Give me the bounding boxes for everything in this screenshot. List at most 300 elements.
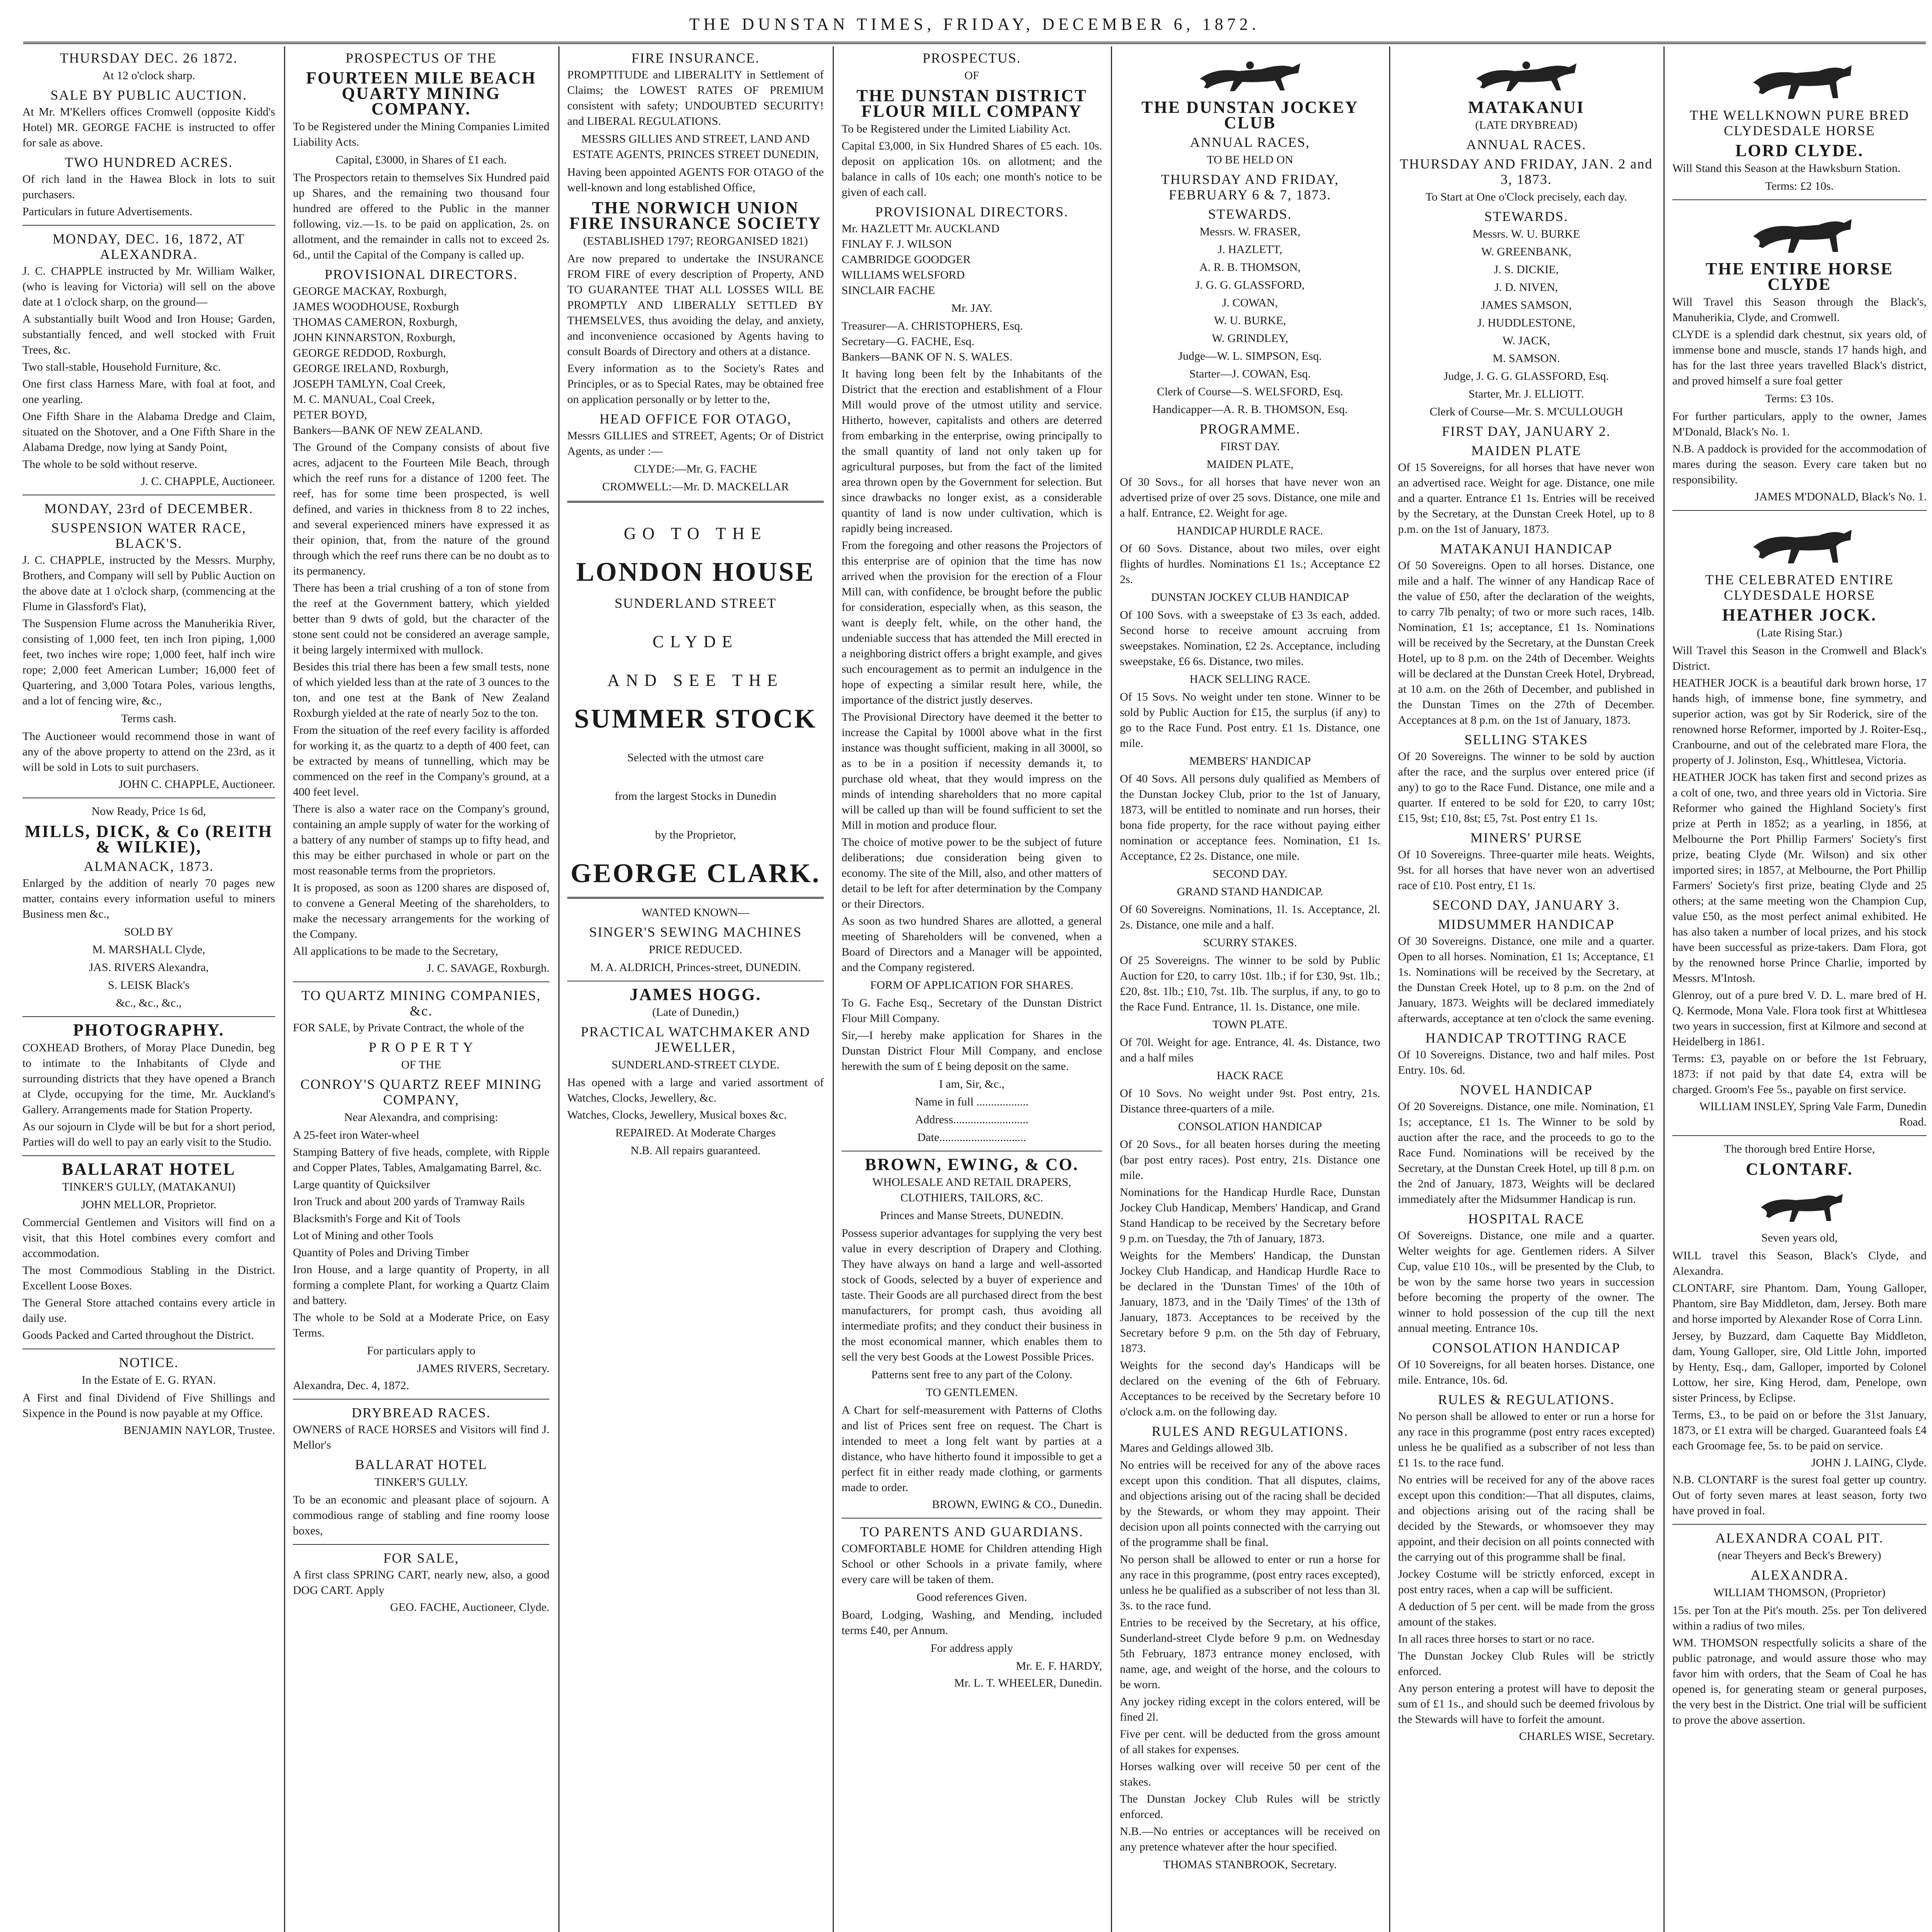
ad-title: THE NORWICH UNION FIRE INSURANCE SOCIETY bbox=[569, 198, 822, 233]
rule-item: Mares and Geldings allowed 3lb. bbox=[1120, 1442, 1274, 1454]
ad-line: (LATE DRYBREAD) bbox=[1475, 119, 1578, 131]
ad-item: Stamping Battery of five heads, complete, with Ripple and Copper Plates, Tables, Amalgamating Barrel, &c. bbox=[293, 1146, 549, 1174]
ad-line: JOHN KINNARSTON, Roxburgh, bbox=[293, 331, 456, 344]
ad-item: Quantity of Poles and Driving Timber bbox=[293, 1246, 469, 1259]
ad-line: Starter—J. COWAN, Esq. bbox=[1189, 367, 1311, 380]
ad-line: CLYDE bbox=[652, 632, 739, 651]
ad-signature: JOHN J. LAING, Clyde. bbox=[1811, 1456, 1927, 1469]
ad-line: AND SEE THE bbox=[607, 671, 784, 690]
ad-item: Two stall-stable, Household Furniture, &c. bbox=[22, 361, 221, 373]
rule-item: No entries will be received for any of the above races except upon this condition. That all disputes, claims, and objections arising out of the racing shall be decided by the Stewards, or whom they may appoint. Their decision upon all points connected with the carrying out of the programme shall be final. bbox=[1120, 1459, 1380, 1549]
divider bbox=[22, 1016, 275, 1017]
race-name: HOSPITAL RACE bbox=[1468, 1211, 1585, 1226]
ad-title: SINGER'S SEWING MACHINES bbox=[589, 924, 802, 940]
ad-title: THE ENTIRE HORSE CLYDE bbox=[1706, 259, 1893, 294]
race-body: Of 30 Sovs., for all horses that have never won an advertised prize of over 25 sovs. Distance, one mile and a half. Entrance, £2. Weight for age. bbox=[1120, 476, 1380, 519]
ad-line: Handicapper—A. R. B. THOMSON, Esq. bbox=[1152, 403, 1348, 416]
divider bbox=[1672, 199, 1927, 200]
ad-line: by the Proprietor, bbox=[655, 828, 736, 841]
rule-item: N.B.—No entries or acceptances will be received on any pretence whatever after the hour specified. bbox=[1120, 1825, 1380, 1853]
ad-subtitle: STEWARDS. bbox=[1208, 206, 1292, 222]
ad-body: Messrs GILLIES and STREET, Agents; Or of District Agents, as under :— bbox=[567, 429, 824, 457]
ad-line: Treasurer—A. CHRISTOPHERS, Esq. bbox=[842, 320, 1023, 332]
ad-line: W. JACK, bbox=[1502, 334, 1550, 347]
draught-horse-icon bbox=[1742, 516, 1857, 566]
ad-subtitle: SECOND DAY, JANUARY 3. bbox=[1432, 897, 1620, 913]
rule-item: Entries to be received by the Secretary, at his office, Sunderland-street Clyde before 9 p.m. on Wednesday 5th February, 1873 entrance money enclosed, with name, age, and weight of the horse, and the colours to be worn. bbox=[1120, 1616, 1380, 1691]
ad-line: Clerk of Course—S. WELSFORD, Esq. bbox=[1157, 385, 1343, 398]
ad-line: TINKER'S GULLY. bbox=[374, 1476, 468, 1488]
ad-line: REPAIRED. At Moderate Charges bbox=[615, 1126, 776, 1139]
ad-title: DRYBREAD RACES. bbox=[351, 1405, 491, 1420]
ad-body: CLYDE is a splendid dark chestnut, six years old, of immense bone and muscle, stands 17 hands high, and has for the last three years travelled Black's district, and proved himself a sure foal getter bbox=[1672, 328, 1927, 387]
race-body: Of 20 Sovereigns. The winner to be sold by auction after the race, and the surplus over entered price (if any) to go to the Race Fund. Distance, one mile and a quarter. If entered to be sold for £20, to carry 10st; £15, 9st; £10, 8st; £5, 7st. Post entry £1 1s. bbox=[1398, 750, 1655, 825]
rule-item: A deduction of 5 per cent. will be made from the gross amount of the stakes. bbox=[1398, 1600, 1655, 1628]
ad-title: MATAKANUI bbox=[1468, 98, 1585, 117]
ad-body: J. C. CHAPPLE instructed by Mr. William Walker, (who is leaving for Victoria) will sell on the above date at 1 o'clock sharp, on the ground— bbox=[22, 265, 275, 308]
ad-signature: CHARLES WISE, Secretary. bbox=[1519, 1730, 1655, 1743]
ad-line: J. HAZLETT, bbox=[1218, 243, 1282, 256]
ad-line: GEORGE MACKAY, Roxburgh, bbox=[293, 285, 447, 298]
race-name: TOWN PLATE. bbox=[1212, 1018, 1288, 1031]
ad-body: Enlarged by the addition of nearly 70 pages new matter, contains every information useful to miners Business men &c., bbox=[22, 877, 275, 920]
masthead: THE DUNSTAN TIMES, FRIDAY, DECEMBER 6, 1872. bbox=[23, 7, 1926, 44]
ad-signature: J. C. CHAPPLE, Auctioneer. bbox=[141, 475, 275, 488]
ad-body: To be Registered under the Mining Companies Limited Liability Acts. bbox=[293, 120, 549, 148]
column-rule bbox=[1111, 46, 1112, 1932]
ad-line: N.B. All repairs guaranteed. bbox=[630, 1144, 761, 1157]
ad-line: Patterns sent free to any part of the Colony. bbox=[871, 1368, 1073, 1381]
ad-subtitle: STEWARDS. bbox=[1484, 209, 1568, 224]
race-body: Of 40 Sovs. All persons duly qualified as Members of the Dunstan Jockey Club, prior to the 1st of January, 1873, will be entitled to nominate and run horses, their bona fide property, for the race without paying either nomination or acceptance fees. Nomination, £1 1s. Acceptance, £2 2s. Distance, one mile. bbox=[1120, 772, 1380, 862]
ad-line: Capital, £3000, in Shares of £1 each. bbox=[335, 153, 507, 166]
race-body: Of 10 Sovereigns. Distance, two and half miles. Post Entry. 10s. 6d. bbox=[1398, 1048, 1655, 1077]
ad-body: OWNERS of RACE HORSES and Visitors will find J. Mellor's bbox=[293, 1423, 549, 1451]
rule-item: In all races three horses to start or no race. bbox=[1398, 1633, 1595, 1645]
ad-title: ALEXANDRA COAL PIT. bbox=[1715, 1530, 1884, 1546]
ad-title: SUSPENSION WATER RACE, BLACK'S. bbox=[51, 520, 247, 551]
ad-date: MONDAY, DEC. 16, 1872, AT ALEXANDRA. bbox=[52, 231, 245, 262]
ad-line: (Late of Dunedin,) bbox=[652, 1006, 739, 1019]
ad-body: Will Travel this Season through the Black's, Manuherikia, Clyde, and Cromwell. bbox=[1672, 296, 1927, 324]
ad-line: Messrs. W. FRASER, bbox=[1199, 225, 1301, 238]
divider bbox=[293, 981, 549, 982]
ad-line: Messrs. W. U. BURKE bbox=[1472, 228, 1580, 240]
ad-line: M. MARSHALL Clyde, bbox=[92, 943, 206, 956]
draught-horse-icon bbox=[1742, 52, 1857, 102]
ad-body: At Mr. M'Kellers offices Cromwell (opposite Kidd's Hotel) MR. GEORGE FACHE is instructed to offer for sale as above. bbox=[22, 105, 275, 149]
ad-signature: WILLIAM INSLEY, Spring Vale Farm, Dunedin Road. bbox=[1699, 1100, 1927, 1128]
rule-item: No person shall be allowed to enter or run a horse for any race in this programme, (post entry races excepted), unless he be qualified as a subscriber of not less than 3l. 3s. to the race fund. bbox=[1120, 1553, 1380, 1612]
ad-title: THE DUNSTAN DISTRICT FLOUR MILL COMPANY bbox=[856, 86, 1087, 121]
ad-subtitle: BALLARAT HOTEL bbox=[355, 1457, 488, 1472]
race-name: SELLING STAKES bbox=[1464, 732, 1588, 747]
column-3 bbox=[560, 46, 831, 1932]
column-4 bbox=[835, 46, 1109, 1932]
ad-line: Secretary—G. FACHE, Esq. bbox=[842, 335, 975, 348]
divider bbox=[1672, 1524, 1927, 1525]
ad-signature: M. A. ALDRICH, Princes-street, DUNEDIN. bbox=[590, 961, 801, 974]
column-rule bbox=[1389, 46, 1390, 1932]
ad-body: The Provisional Directory have deemed it the better to increase the Capital by 1000l above what in the first instance was thought sufficient, making in all 3000l, so as to be in a position if necessity demands it, to purchase old wheat, that they would impress on the minds of intending shareholders that no more capital will be called up than will be found sufficient to set the Mill in motion and produce flour. bbox=[842, 711, 1102, 832]
race-name: HACK SELLING RACE. bbox=[1189, 673, 1311, 685]
ad-line: Mr. HAZLETT Mr. AUCKLAND bbox=[842, 222, 1000, 235]
ad-body: A First and final Dividend of Five Shillings and Sixpence in the Pound is now payable at my Office. bbox=[22, 1391, 275, 1420]
ad-body: PROMPTITUDE and LIBERALITY in Settlement of Claims; the LOWEST RATES OF PREMIUM consistent with safety; UNDOUBTED SECURITY! and LIBERAL REGULATIONS. bbox=[567, 68, 824, 128]
divider bbox=[567, 897, 824, 899]
ad-body: 15s. per Ton at the Pit's mouth. 25s. per Ton delivered within a radius of two miles. bbox=[1672, 1604, 1927, 1632]
divider bbox=[1672, 510, 1927, 511]
ad-title: MILLS, DICK, & Co (REITH & WILKIE), bbox=[25, 822, 273, 856]
ad-head: FIRE INSURANCE. bbox=[631, 50, 760, 66]
race-name: CONSOLATION HANDICAP bbox=[1178, 1120, 1322, 1133]
ad-body: The Suspension Flume across the Manuherikia River, consisting of 1,000 feet, ten inch Iron piping, 1,000 feet, two inches wire rope; 1,000 feet, half inch wire rope; 2,000 feet American Lumber; 16,000 feet of Quartering, and 3,000 Totara Poles, various lengths, and a lot of fencing wire, &c., bbox=[22, 617, 275, 707]
column-7 bbox=[1665, 46, 1932, 1932]
ad-item: Iron House, and a large quantity of Property, in all forming a complete Plant, for working a Quartz Claim and battery. bbox=[293, 1263, 549, 1307]
ad-line: THOMAS CAMERON, Roxburgh, bbox=[293, 316, 458, 328]
ad-line: (Late Rising Star.) bbox=[1757, 626, 1842, 639]
ad-line: Terms: £2 10s. bbox=[1765, 180, 1834, 192]
race-body: Of 20 Sovereigns. Distance, one mile. Nomination, £1 1s; acceptance, £1 1s. The Winner to be sold by auction after the race, and the proceeds to go to the Race Fund. Nominations will be received by the Secretary, at the Dunstan Creek Hotel, up till 8 p.m. on the 2nd of January, 1873, Weights will be declared immediately after the Midsummer Handicap is run. bbox=[1398, 1100, 1655, 1206]
ad-title: LONDON HOUSE bbox=[576, 557, 815, 587]
divider bbox=[293, 1399, 549, 1400]
ad-body: Terms: £3, payable on or before the 1st February, 1873: if not paid by that date £4, extra will be charged. Groom's Fee 5s., payable on first service. bbox=[1672, 1052, 1927, 1096]
form-line: Address.......................... bbox=[915, 1113, 1029, 1126]
ad-item: One Fifth Share in the Alabama Dredge and Claim, situated on the Shotover, and a One Fifth Share in the Alabama Dredge, now lying at Sandy Point, bbox=[22, 410, 275, 454]
ad-subtitle: P R O P E R T Y bbox=[369, 1039, 474, 1055]
ad-note: Particulars in future Advertisements. bbox=[22, 205, 192, 218]
ad-date: THURSDAY DEC. 26 1872. bbox=[60, 50, 238, 66]
ad-line: At 12 o'clock sharp. bbox=[102, 69, 196, 82]
ad-title: SUMMER STOCK bbox=[574, 704, 817, 734]
ad-body: WILL travel this Season, Black's Clyde, and Alexandra. bbox=[1672, 1249, 1927, 1277]
ad-line: Judge, J. G. G. GLASSFORD, Esq. bbox=[1444, 370, 1609, 383]
ad-line: For particulars apply to bbox=[367, 1344, 476, 1357]
ad-title: NOTICE. bbox=[119, 1355, 179, 1370]
ad-subtitle: FIRST DAY, JANUARY 2. bbox=[1442, 423, 1611, 439]
ad-line: Princes and Manse Streets, DUNEDIN. bbox=[880, 1209, 1064, 1222]
ad-item: Lot of Mining and other Tools bbox=[293, 1229, 434, 1242]
ad-line: Clerk of Course—Mr. S. M'CULLOUGH bbox=[1429, 405, 1623, 418]
ad-body: There has been a trial crushing of a ton of stone from the reef at the Government battery, which yielded better than 9 dwts of gold, but the character of the stone sent could not be considered an average sample, it being largely intermixed with mullock. bbox=[293, 582, 549, 656]
ad-line: TO BE HELD ON bbox=[1207, 153, 1293, 166]
ad-line: JAMES WOODHOUSE, Roxburgh bbox=[293, 300, 459, 313]
ad-title: FOR SALE, bbox=[383, 1550, 459, 1566]
ad-line: Alexandra, Dec. 4, 1872. bbox=[293, 1379, 409, 1392]
race-name: CONSOLATION HANDICAP bbox=[1432, 1340, 1621, 1355]
ad-subtitle: PRACTICAL WATCHMAKER AND JEWELLER, bbox=[580, 1024, 811, 1055]
ad-line: Seven years old, bbox=[1761, 1231, 1838, 1244]
race-name: MATAKANUI HANDICAP bbox=[1440, 541, 1613, 556]
ad-signature: THOMAS STANBROOK, Secretary. bbox=[1163, 1858, 1337, 1871]
ad-subtitle: ALEXANDRA. bbox=[1750, 1567, 1849, 1583]
race-body: Of 15 Sovereigns, for all horses that have never won an advertised race. Weight for age. Distance, one mile and a quarter. Entrance £1 1s. Entries will be received by the Secretary, at the Dunstan Creek Hotel, up to 8 p.m. on the 1st of January, 1873. bbox=[1398, 461, 1655, 536]
race-body: Of 25 Sovereigns. The winner to be sold by Public Auction for £20, to carry 10st. 1lb.; if for £30, 9st. 1lb.; £20, 8st. 1lb.; £10, 7st. 1lb. The surplus, if any, to go to the Race Fund. Entrance, 1l. 1s. Distance, one mile. bbox=[1120, 954, 1380, 1013]
race-name: HANDICAP TROTTING RACE bbox=[1425, 1030, 1627, 1046]
ad-body: Will Travel this Season in the Cromwell and Black's District. bbox=[1672, 644, 1927, 672]
ad-body: Weights for the second day's Handicaps will be declared on the evening of the 6th of February. Acceptances to be received by the Secretary before 10 o'clock a.m. on the following day. bbox=[1120, 1359, 1380, 1418]
ad-head: PROSPECTUS. bbox=[922, 50, 1021, 66]
race-body: Of 10 Sovereigns. Three-quarter mile heats. Weights, 9st. for all horses that have never won an advertised race of £10. Post entry, £1 1s. bbox=[1398, 848, 1655, 892]
ad-subtitle: CONROY'S QUARTZ REEF MINING COMPANY, bbox=[300, 1077, 542, 1107]
ad-body: N.B. CLONTARF is the surest foal getter up country. Out of forty seven mares at least season, forty two have proved in foal. bbox=[1672, 1473, 1927, 1517]
ad-body: As soon as two hundred Shares are allotted, a general meeting of Shareholders will be convened, when a Board of Directors and a Manager will be appointed, and the Company registered. bbox=[842, 915, 1102, 974]
ad-body: Besides this trial there has been a few small tests, none of which yielded less than at the rate of 3 ounces to the ton, and one test at the Bank of New Zealand Roxburgh yielded at the rate of nearly 5oz to the ton. bbox=[293, 660, 549, 719]
ad-line: MESSRS GILLIES AND STREET, LAND AND ESTATE AGENTS, PRINCES STREET DUNEDIN, bbox=[572, 133, 819, 161]
ad-body: Jersey, by Buzzard, dam Caquette Bay Middleton, dam, Young Galloper, sire, Old Little John, imported by Henty, Esq., dam, Galloper, imported by Colonel Lottow, her sire, King Herod, dam, Penelope, own sister Princess, by Eclipse. bbox=[1672, 1330, 1927, 1404]
ad-title: TO PARENTS AND GUARDIANS. bbox=[860, 1524, 1084, 1539]
ad-item: Blacksmith's Forge and Kit of Tools bbox=[293, 1212, 461, 1225]
rule-item: Five per cent. will be deducted from the gross amount of all stakes for expenses. bbox=[1120, 1728, 1380, 1756]
ad-subtitle: TO GENTLEMEN. bbox=[926, 1386, 1018, 1399]
ad-line: &c., &c., &c., bbox=[116, 997, 182, 1009]
ad-item: Large quantity of Quicksilver bbox=[293, 1178, 430, 1191]
ad-signature: JOHN C. CHAPPLE, Auctioneer. bbox=[119, 778, 275, 791]
newspaper-columns bbox=[15, 46, 1932, 1932]
ad-subtitle: ANNUAL RACES, bbox=[1190, 134, 1310, 150]
ad-line: Selected with the utmost care bbox=[627, 751, 764, 764]
ad-line: SOLD BY bbox=[124, 925, 173, 938]
ad-line: TINKER'S GULLY, (MATAKANUI) bbox=[62, 1180, 236, 1193]
ad-body: Glenroy, out of a pure bred V. D. L. mare bred of H. Q. Kermode, Mona Vale. Flora took first at Whittlesea two years in succession, first at Kilmore and second at Heidelberg in 1861. bbox=[1672, 989, 1927, 1048]
race-body: Of 10 Sovs. No weight under 9st. Post entry, 21s. Distance three-quarters of a mile. bbox=[1120, 1087, 1380, 1115]
form-line: Name in full .................. bbox=[915, 1095, 1029, 1108]
divider bbox=[842, 1518, 1102, 1519]
race-name: MINERS' PURSE bbox=[1470, 830, 1582, 845]
ad-line: Bankers—BANK OF NEW ZEALAND. bbox=[293, 424, 483, 437]
ad-line: CLYDE:—Mr. G. FACHE bbox=[634, 463, 757, 475]
race-body: Of 15 Sovs. No weight under ten stone. Winner to be sold by Public Auction for £15, the surplus (if any) to go to the Race Fund. Post entry. £1 1s. Distance, one mile. bbox=[1120, 690, 1380, 750]
ad-body: Will Stand this Season at the Hawksburn Station. bbox=[1672, 162, 1901, 175]
race-name: MIDSUMMER HANDICAP bbox=[1438, 917, 1615, 932]
ad-title: FOURTEEN MILE BEACH QUARTY MINING COMPANY. bbox=[306, 68, 536, 118]
ad-body: Goods Packed and Carted throughout the District. bbox=[22, 1329, 254, 1342]
ad-subtitle: TWO HUNDRED ACRES. bbox=[65, 155, 233, 170]
ad-line: Judge—W. L. SIMPSON, Esq. bbox=[1178, 350, 1322, 362]
ad-body: Having been appointed AGENTS FOR OTAGO of the well-known and long established Office, bbox=[567, 166, 824, 194]
ad-title: JAMES HOGG. bbox=[629, 985, 762, 1004]
ad-subtitle: THURSDAY AND FRIDAY, JAN. 2 and 3, 1873. bbox=[1400, 156, 1653, 187]
ad-subtitle: SUNDERLAND STREET bbox=[614, 595, 777, 611]
ad-line: JOHN MELLOR, Proprietor. bbox=[81, 1198, 216, 1211]
ad-line: JOSEPH TAMLYN, Coal Creek, bbox=[293, 378, 446, 390]
divider bbox=[567, 501, 824, 503]
ad-body: Every information as to the Society's Rates and Principles, or as to Special Rates, may be obtained free on application personally or by letter to the, bbox=[567, 362, 824, 406]
divider bbox=[22, 225, 275, 226]
ad-body: Has opened with a large and varied assortment of Watches, Clocks, Jewellery, &c. bbox=[567, 1076, 824, 1104]
ad-line: Terms: £3 10s. bbox=[1765, 392, 1834, 405]
rule-item: The Dunstan Jockey Club Rules will be strictly enforced. bbox=[1398, 1650, 1655, 1678]
ad-title: BALLARAT HOTEL bbox=[62, 1160, 236, 1179]
horse-icon bbox=[1753, 1182, 1846, 1225]
ad-item: The whole to be sold without reserve. bbox=[22, 458, 197, 471]
rule-item: Horses walking over will receive 50 per cent of the stakes. bbox=[1120, 1760, 1380, 1788]
ad-line: SECOND DAY. bbox=[1213, 867, 1287, 880]
ad-body: Sir,—I hereby make application for Shares in the Dunstan District Flour Mill Company, and enclose herewith the sum of £ being deposit on the same. bbox=[842, 1029, 1102, 1073]
ad-subtitle: ALMANACK, 1873. bbox=[83, 859, 214, 874]
ad-line: Good references Given. bbox=[917, 1591, 1027, 1604]
ad-signature: BENJAMIN NAYLOR, Trustee. bbox=[123, 1424, 275, 1437]
ad-body: Board, Lodging, Washing, and Mending, included terms £40, per Annum. bbox=[842, 1609, 1102, 1637]
ad-line: J. S. DICKIE, bbox=[1494, 263, 1559, 276]
ad-body: N.B. A paddock is provided for the accommodation of mares during the season. Every care taken but no responsibility. bbox=[1672, 442, 1927, 486]
ad-line: S. LEISK Black's bbox=[108, 979, 190, 992]
ad-line: M. SAMSON. bbox=[1492, 352, 1560, 365]
ad-body: To be an economic and pleasant place of sojourn. A commodious range of stabling and fine roomy loose boxes, bbox=[293, 1493, 549, 1537]
ad-subtitle: PROVISIONAL DIRECTORS. bbox=[324, 267, 518, 282]
ad-body: The most Commodious Stabling in the District. Excellent Loose Boxes. bbox=[22, 1264, 275, 1292]
ad-date: MONDAY, 23rd of DECEMBER. bbox=[44, 501, 253, 516]
ad-line: J. D. NIVEN, bbox=[1494, 281, 1558, 294]
divider bbox=[22, 1155, 275, 1156]
ad-body: Capital £3,000, in Six Hundred Shares of £5 each. 10s. deposit on application 10s. on allotment; and the balance in calls of 10s each; one month's notice to be given of each call. bbox=[842, 139, 1102, 199]
ad-title: TO QUARTZ MINING COMPANIES, &c. bbox=[301, 988, 541, 1019]
ad-body: The Ground of the Company consists of about five acres, adjacent to the Fourteen Mile Beach, through which the reef runs for a distance of 1200 feet. The reef, has for some time been prospected, is well defined, and varies in thickness from 8 to 22 inches, and several experienced miners have expressed it as their opinion, that, from the nature of the ground through which the reef runs there can be no doubt as to its permanency. bbox=[293, 441, 549, 577]
ad-line: J. G. G. GLASSFORD, bbox=[1195, 279, 1305, 291]
ad-body: From the foregoing and other reasons the Projectors of this enterprise are of opinion that the time has now arrived when the provision for the erection of a Flour Mill can, with confidence, be brought before the public for consideration, especially when, as this season, the want is deeply felt, while, on the other hand, the undeniable success that has attended the Mill erected in a neighboring district offers a bright example, and gives such encouragement as to permit an indulgence in the hope of expecting a similar result here, while, the importance of the district justly deserves. bbox=[842, 539, 1102, 706]
ad-line: Near Alexandra, and comprising: bbox=[344, 1111, 498, 1124]
ad-body: As our sojourn in Clyde will be but for a short period, Parties will do well to pay an early visit to the Studio. bbox=[22, 1120, 275, 1148]
ad-line: PETER BOYD, bbox=[293, 408, 367, 421]
racehorse-icon bbox=[1192, 52, 1308, 94]
ad-line: SINCLAIR FACHE bbox=[842, 284, 935, 297]
race-body: Of 70l. Weight for age. Entrance, 4l. 4s. Distance, two and a half miles bbox=[1120, 1036, 1380, 1064]
ad-title: BROWN, EWING, & CO. bbox=[865, 1155, 1079, 1174]
race-name: DUNSTAN JOCKEY CLUB HANDICAP bbox=[1151, 591, 1349, 604]
ad-line: JAMES SAMSON, bbox=[1481, 299, 1572, 311]
ad-line: W. U. BURKE, bbox=[1214, 314, 1286, 327]
ad-subtitle: ANNUAL RACES. bbox=[1466, 137, 1587, 152]
ad-line: GEORGE IRELAND, Roxburgh, bbox=[293, 362, 449, 375]
ad-signature: JAMES M'DONALD, Black's No. 1. bbox=[1755, 490, 1927, 503]
ad-line: WANTED KNOWN— bbox=[641, 906, 750, 919]
ad-signature: GEO. FACHE, Auctioneer, Clyde. bbox=[390, 1601, 549, 1614]
ad-body: Commercial Gentlemen and Visitors will find on a visit, that this Hotel combines every comfort and accommodation. bbox=[22, 1216, 275, 1260]
ad-line: Now Ready, Price 1s 6d, bbox=[91, 805, 206, 818]
ad-title: CLONTARF. bbox=[1746, 1160, 1853, 1179]
ad-line: (near Theyers and Beck's Brewery) bbox=[1718, 1549, 1881, 1562]
ad-title: PHOTOGRAPHY. bbox=[73, 1020, 224, 1039]
ad-line: Mr. JAY. bbox=[951, 302, 992, 315]
ad-body: J. C. CHAPPLE, instructed by the Messrs. Murphy, Brothers, and Company will sell by Public Auction on the above date at 1 o'clock sharp, (commencing at the Flume in Glassford's Flat), bbox=[22, 554, 275, 613]
ad-item: A 25-feet iron Water-wheel bbox=[293, 1129, 420, 1141]
divider bbox=[1672, 1135, 1927, 1136]
race-body: Of 60 Sovs. Distance, about two miles, over eight flights of hurdles. Nominations £1 1s.; Acceptance £2 2s. bbox=[1120, 542, 1380, 586]
ad-subtitle: LORD CLYDE. bbox=[1735, 141, 1864, 160]
ad-title: GEORGE CLARK. bbox=[570, 859, 821, 888]
ad-line: from the largest Stocks in Dunedin bbox=[614, 790, 777, 803]
ad-body: Possess superior advantages for supplying the very best value in every description of Drapery and Clothing. They have always on hand a large and well-assorted stock of Goods, selected by a buyer of experience and taste. Their Goods are all purchased direct from the best manufacturers, for prompt cash, thus avoiding all intermediate profits; and they conduct their business in the most economical manner, which enables them to sell the very best Goods at the Lowest Possible Prices. bbox=[842, 1227, 1102, 1363]
ad-body: Nominations for the Handicap Hurdle Race, Dunstan Jockey Club Handicap, Members' Handicap, and Grand Stand Handicap to be received by the Secretary before 9 p.m. on Tuesday, the 7th of January, 1873. bbox=[1120, 1186, 1380, 1245]
rule-item: Jockey Costume will be strictly enforced, except in post entry races, when a cap will be sufficient. bbox=[1398, 1568, 1655, 1596]
draught-horse-icon bbox=[1742, 206, 1857, 256]
ad-signature: J. C. SAVAGE, Roxburgh. bbox=[427, 962, 549, 975]
ad-line: Bankers—BANK OF N. S. WALES. bbox=[842, 350, 1012, 363]
race-name: MEMBERS' HANDICAP bbox=[1189, 755, 1311, 767]
column-2 bbox=[286, 46, 556, 1932]
race-body: Of 50 Sovereigns. Open to all horses. Distance, one mile and a half. The winner of any Handicap Race of the value of £50, after the declaration of the weights, to carry 7lb penalty; of two or more such races, 14lb. Nomination, £1 1s; acceptance, £1 1s. Nominations will be received by the Secretary, at the Dunstan Creek Hotel, up to 8 p.m. on the 24th of December. Weights will be declared at the Dunstan Creek Hotel, Drybread, at 10 a.m. on the 26th of December, and published in the Dunstan Times on the 27th of December. Acceptances at 8 p.m. on the 1st of January, 1873. bbox=[1398, 559, 1655, 726]
ad-line: WILLIAM THOMSON, (Proprietor) bbox=[1713, 1586, 1886, 1599]
ad-subtitle: THURSDAY AND FRIDAY, FEBRUARY 6 & 7, 1873. bbox=[1161, 172, 1339, 202]
ad-body: Of rich land in the Hawea Block in lots to suit purchasers. bbox=[22, 173, 275, 201]
column-rule bbox=[284, 46, 285, 1932]
ad-line: WILLIAMS WELSFORD bbox=[842, 269, 965, 281]
rule-item: Any jockey riding except in the colors entered, will be fined 2l. bbox=[1120, 1695, 1380, 1723]
column-6 bbox=[1391, 46, 1662, 1932]
ad-line: To Start at One o'Clock precisely, each day. bbox=[1425, 190, 1627, 203]
ad-line: M. C. MANUAL, Coal Creek, bbox=[293, 393, 435, 406]
race-name: SCURRY STAKES. bbox=[1203, 936, 1297, 949]
ad-line: J. COWAN, bbox=[1222, 296, 1278, 309]
ad-item: One first class Harness Mare, with foal at foot, and one yearling. bbox=[22, 378, 275, 406]
ad-body: Are now prepared to undertake the INSURANCE FROM FIRE of every description of Property, AND TO GUARANTEE THAT ALL LOSSES WILL BE PROMPTLY AND LIBERALLY SETTLED BY THEMSELVES, thus avoiding the delay, and anxiety, and inconvenience occasioned by Agents having to consult Boards of Directory and others at a distance. bbox=[567, 252, 824, 358]
race-body: Of 100 Sovs. with a sweepstake of £3 3s each, added. Second horse to receive amount accruing from sweepstakes. Nomination, £2 2s. Acceptance, including sweepstake, £6 6s. Distance, two miles. bbox=[1120, 609, 1380, 668]
rule-item: The Dunstan Jockey Club Rules will be strictly enforced. bbox=[1120, 1793, 1380, 1821]
ad-body: WM. THOMSON respectfully solicits a share of the public patronage, and would assure those who may favor him with orders, that the Seam of Coal he has opened is, for generating steam or general purposes, the very best in the District. One trial will be sufficient to prove the above assertion. bbox=[1672, 1636, 1927, 1726]
ad-line: Starter, Mr. J. ELLIOTT. bbox=[1468, 388, 1584, 400]
ad-body: For further particulars, apply to the owner, James M'Donald, Black's No. 1. bbox=[1672, 410, 1927, 438]
ad-subtitle: HEAD OFFICE FOR OTAGO, bbox=[599, 411, 792, 427]
column-rule bbox=[558, 46, 560, 1932]
ad-subtitle: HEATHER JOCK. bbox=[1722, 605, 1877, 624]
column-1 bbox=[15, 46, 282, 1932]
ad-line: JAS. RIVERS Alexandra, bbox=[89, 961, 209, 974]
ad-signature: BROWN, EWING & CO., Dunedin. bbox=[932, 1498, 1102, 1511]
ad-body: It having long been felt by the Inhabitants of the District that the erection and establishment of a Flour Mill would prove of the utmost utility and service. Hitherto, however, capitalists and others are deterred from embarking in the enterprise, owing principally to the small quantity of land not only taken up for agricultural purposes, but from the fact of the limited area thrown open by the Government for selection. But since drawbacks no longer exist, as a considerable quantity of land is now under cultivation, which is rapidly being increased. bbox=[842, 367, 1102, 535]
ad-subtitle: PROGRAMME. bbox=[1199, 421, 1301, 437]
ad-line: FORM OF APPLICATION FOR SHARES. bbox=[870, 979, 1073, 992]
ad-line: J. HUDDLESTONE, bbox=[1477, 316, 1575, 329]
ad-title: THE WELLKNOWN PURE BRED CLYDESDALE HORSE bbox=[1689, 107, 1910, 138]
rule-item: Any person entering a protest will have to deposit the sum of £1 1s., and should such be deemed frivolous by the Stewards will have to forfeit the amount. bbox=[1398, 1682, 1655, 1726]
ad-body: The General Store attached contains every article in daily use. bbox=[22, 1296, 275, 1325]
ad-line: OF THE bbox=[401, 1058, 441, 1071]
ad-line: SUNDERLAND-STREET CLYDE. bbox=[611, 1058, 780, 1071]
ad-line: GO TO THE bbox=[624, 524, 767, 543]
ad-line: Terms cash. bbox=[121, 712, 177, 725]
ad-body: HEATHER JOCK has taken first and second prizes as a colt of one, two, and three years old in Victoria. Sire Reformer who gained the Highland Society's first prize at Perth in 1852; as a yearling, in 1856, at Melbourne the Port Phillip Farmers' Society's first prize, beating Clyde (Mr. Wilson) and six other imported sires; in 1857, at Melbourne, the Port Phillip Farmers' Society's first prize, beating Clyde and 25 others; at the same meeting won the Champion Cup, value £50, as the most perfect animal exhibited. He has also taken a number of local prizes, and his stock have been successful as prize-takers. Dam Flora, got by the renowned horse Prince Charlie, imported by Messrs. M'Intosh. bbox=[1672, 771, 1927, 985]
ad-line: A. R. B. THOMSON, bbox=[1199, 261, 1301, 274]
ad-signature: Mr. L. T. WHEELER, Dunedin. bbox=[954, 1677, 1102, 1689]
ad-body: CLONTARF, sire Phantom. Dam, Young Galloper, Phantom, sire Bay Middleton, dam, Jersey. Both mare and horse imported by Alexander Rose of Corra Linn. bbox=[1672, 1282, 1927, 1325]
ad-subtitle: RULES AND REGULATIONS. bbox=[1151, 1423, 1349, 1439]
ad-line: WHOLESALE AND RETAIL DRAPERS, CLOTHIERS, TAILORS, &C. bbox=[872, 1176, 1071, 1204]
ad-body: From the situation of the reef every facility is afforded for working it, as the quartz to a depth of 400 feet, can be extracted by means of tunnelling, which may be commenced on the reef in the Company's ground, at a 400 feet level. bbox=[293, 724, 549, 798]
ad-line: For address apply bbox=[930, 1642, 1013, 1655]
ad-body: The choice of motive power to be the subject of future deliberations; due consideration being given to economy. The site of the Mill, also, and other matters of detail to be left for after determination by the Company or their Directors. bbox=[842, 836, 1102, 910]
ad-body: COXHEAD Brothers, of Moray Place Dunedin, beg to intimate to the Inhabitants of Clyde and surrounding districts that they have opened a Branch at Clyde, occupying for the time, Mr. Auckland's Gallery. Arrangements made for Station Property. bbox=[22, 1041, 275, 1116]
column-rule bbox=[1663, 46, 1665, 1932]
ad-body: COMFORTABLE HOME for Children attending High School or other Schools in a private family, where every care will be taken of them. bbox=[842, 1542, 1102, 1586]
ad-line: FIRST DAY. bbox=[1220, 440, 1280, 453]
column-rule bbox=[833, 46, 834, 1932]
ad-subtitle: RULES & REGULATIONS. bbox=[1438, 1392, 1615, 1407]
ad-line: CAMBRIDGE GOODGER bbox=[842, 253, 971, 266]
rule-item: No entries will be received for any of the above races except upon this condition:—That all disputes, claims, and objections arising out of the racing shall be decided by the Stewards, or whomsoever they may appoint, and their decision on all points connected with the carrying out of this programme shall be final. bbox=[1398, 1473, 1655, 1563]
ad-line: OF bbox=[964, 69, 980, 82]
ad-subtitle: PROVISIONAL DIRECTORS. bbox=[875, 204, 1069, 219]
ad-body: There is also a water race on the Company's ground, containing an ample supply of water for the working of a battery of any number of stamps up to fifty head, and this may be either purchased in whole or part on the most reasonable terms from the proprietors. bbox=[293, 803, 549, 877]
race-name: MAIDEN PLATE, bbox=[1206, 458, 1294, 471]
ad-title: THE DUNSTAN JOCKEY CLUB bbox=[1141, 98, 1359, 132]
ad-line: The thorough bred Entire Horse, bbox=[1724, 1143, 1875, 1155]
ad-body: To be Registered under the Limited Liability Act. bbox=[842, 122, 1071, 135]
race-body: Of Sovereigns. Distance, one mile and a quarter. Welter weights for age. Gentlemen riders. A Silver Cup, value £10 10s., will be presented by the Club, to be won by the same horse two years in succession before becoming the property of the owner. The winner to hold possession of the cup till the next annual meeting. Entrance 10s. bbox=[1398, 1229, 1655, 1335]
ad-line: (ESTABLISHED 1797; REORGANISED 1821) bbox=[583, 235, 808, 247]
race-name: HANDICAP HURDLE RACE. bbox=[1177, 524, 1323, 537]
ad-body: The Auctioneer would recommend those in want of any of the above property to attend on the 23rd, as it will be sold in Lots to suit purchasers. bbox=[22, 730, 275, 774]
ad-body: A Chart for self-measurement with Patterns of Cloths and list of Prices sent free on request. The Chart is intended to meet a long felt want by parties at a distance, who have hitherto found it impossible to get a perfect fit in either ready made clothing, or garments made to order. bbox=[842, 1404, 1102, 1494]
